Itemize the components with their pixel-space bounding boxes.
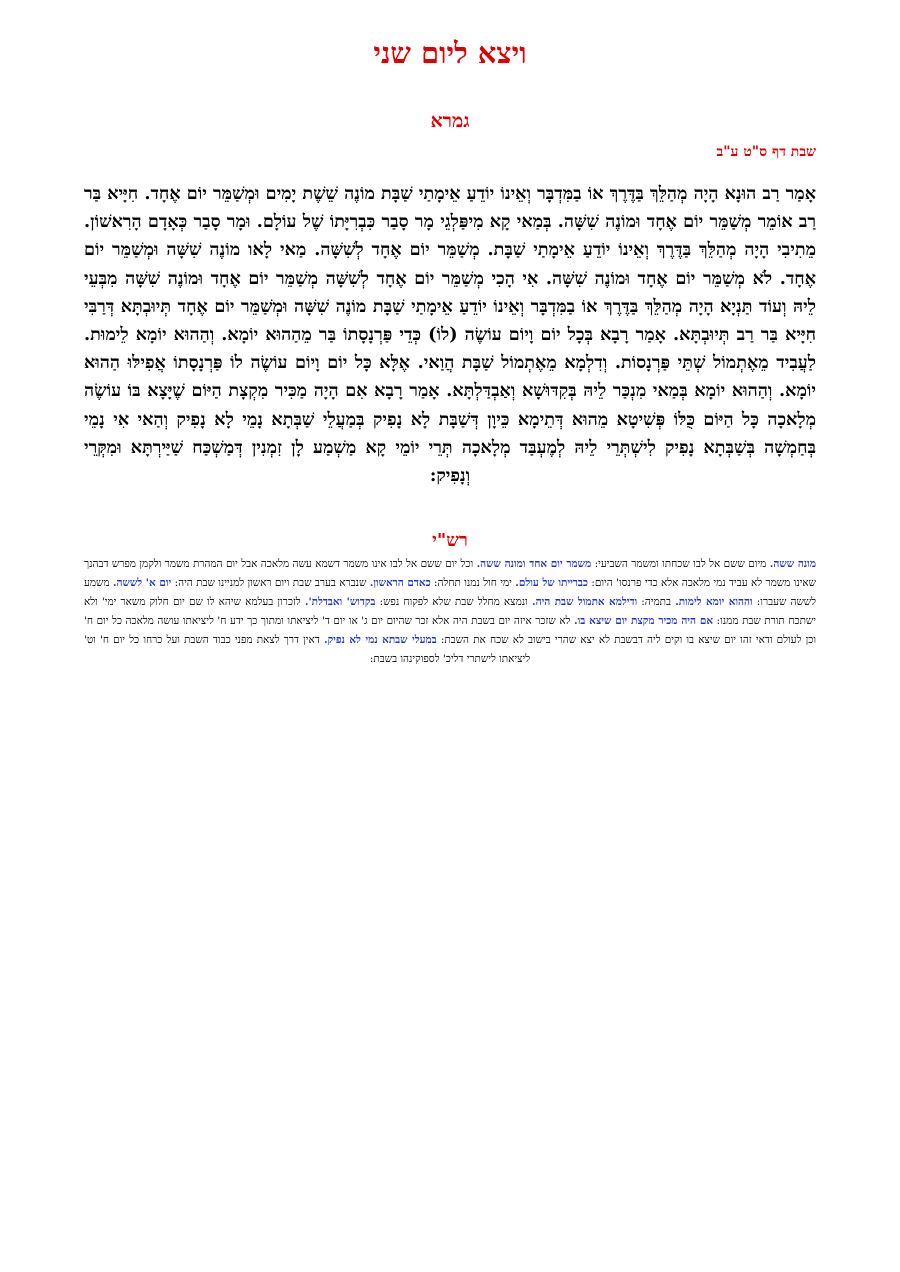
rashi-headword: יום א' לששה. bbox=[112, 577, 172, 589]
gemara-text: אָמַר רַב הוּנָא הָיָה מְהַלֵּךְ בַּדֶּרֶךְ אוֹ בַמִּדְבָּר וְאֵינוֹ יוֹדֵעַ אֵימָתַי שַׁבָּת מוֹנֶה שֵׁשֶׁת יָמִים וּמְשַׁמֵּר יוֹם אֶחָד. חִיָּיא בַּר רַב אוֹמֵר מְשַׁמֵּר יוֹם אֶחָד וּמוֹנֶה שִׁשָּׁה. בְּמַאי קָא מִיפַּלְגֵי מָר סָבַר כִּבְרִיָּתוֹ שֶׁל עוֹלָם. וּמָר סָבַר כְּאָדָם הָרִאשׁוֹן. מֵתִיבִי הָיָה מְהַלֵּךְ בַּדֶּרֶךְ וְאֵינוֹ יוֹדֵעַ אֵימָתַי שַׁבָּת. מְשַׁמֵּר יוֹם אֶחָד לְשִׁשָּׁה. מַאי לָאו מוֹנֶה שִׁשָּׁה וּמְשַׁמֵּר יוֹם אֶחָד. לֹא מְשַׁמֵּר יוֹם אֶחָד וּמוֹנֶה שִׁשָּׁה. אִי הָכִי מְשַׁמֵּר יוֹם אֶחָד לְשִׁשָּׁה מְשַׁמֵּר יוֹם אֶחָד וּמוֹנֶה שִׁשָּׁה מִבְּעֵי לֵיהּ וְעוֹד תַּנְיָא הָיָה מְהַלֵּךְ בַּדֶּרֶךְ אוֹ בַמִּדְבָּר וְאֵינוֹ יוֹדֵעַ אֵימָתַי שַׁבָּת מוֹנֶה שִׁשָּׁה וּמְשַׁמֵּר יוֹם אֶחָד תְּיוּבְתָּא דְּרַבִּי חִיָּיא בַּר רַב תְּיוּבְתָּא. אָמַר רָבָא בְּכָל יוֹם וָיוֹם עוֹשֶׂה (לוֹ) כְּדֵי פַּרְנָסָתוֹ בַּר מֵהַהוּא יוֹמָא. וְהַהוּא יוֹמָא לֵימוּת. לַעֲבִיד מֵאֶתְמוֹל שְׁתֵּי פַּרְנָסוֹת. וְדִלְמָא מֵאֶתְמוֹל שַׁבָּת הֲוַאי. אֶלָּא כָּל יוֹם וָיוֹם עוֹשֶׂה לוֹ פַּרְנָסָתוֹ אֲפִילּוּ הַהוּא יוֹמָא. וְהַהוּא יוֹמָא בְּמַאי מִנְכַּר לֵיהּ בְּקִדּוּשָׁא וְאַבְדַּלְתָּא. אָמַר רָבָא אִם הָיָה מַכִּיר מִקְצָת הַיּוֹם שֶׁיָּצָא בּוֹ עוֹשֶׂה מְלָאכָה כָּל הַיּוֹם כֻּלּוֹ פְּשִׁיטָא מֵהוּא דְּתֵימָא כֵּיוָן דְּשַׁבָּת לָא נָפִיק בְּמַעֲלֵי שַׁבְּתָא נָמֵי לָא נָפִיק וְהַאי אִי נָמֵי בְּחַמְשָׁה בְּשַׁבְּתָא נָפִיק לִישְׁתְּרֵי לֵיהּ לְמֶעְבַּד מְלָאכָה תְּרֵי יוֹמֵי קָא מַשְׁמַע לָן זִמְנִין דְּמַשְׁכַּח שַׁיַּירְתָּא וּמִקְּרֵי וְנָפִיק: bbox=[84, 183, 816, 487]
rashi-headword: ודילמא אתמול שבת היה. bbox=[531, 596, 638, 608]
rashi-headword: וההוא יומא לימות. bbox=[675, 596, 753, 608]
rashi-segment: דאין דרך לצאת מפני כבוד השבת ועל כרחו כל יום ח' וט' ליציאתו לישתרי דליכ' לספוקינהו בשבת: bbox=[84, 634, 531, 665]
rashi-headword: כברייתו של עולם. bbox=[515, 577, 588, 589]
rashi-headword: כאדם הראשון. bbox=[369, 577, 431, 589]
rashi-segment: בתמיה: bbox=[637, 596, 676, 608]
gemara-heading: גמרא bbox=[430, 110, 470, 132]
rashi-segment: מיום ששם אל לבו שכחתו ומשמר השביעי: bbox=[591, 558, 770, 570]
rashi-headword: במעלי שבתא נמי לא נפיק. bbox=[323, 634, 437, 646]
rashi-headword: אם היה מכיר מקצת יום שיצא בו. bbox=[573, 615, 714, 627]
rashi-headword: משמר יום אחד ומונה ששה. bbox=[476, 558, 592, 570]
rashi-segment: ימי חול נמנו תחלה: bbox=[430, 577, 516, 589]
rashi-headword: מונה ששה. bbox=[769, 558, 817, 570]
rashi-headword: בקדוש' ואבדלת'. bbox=[304, 596, 376, 608]
rashi-segment: לזכרון בעלמא שיהא לו שם יום חלוק משאר ימי' ולא ישתכח תורת שבת ממנו: bbox=[84, 596, 816, 627]
rashi-segment: וכל יום ששם אל לבו אינו משמר דשמא עשה מלאכה אבל יום המהרת משמר ולקמן מפרש דבהנך שאינו משמר לא עביד נמי מלאכה אלא כדי פרנסו' היום: bbox=[84, 558, 817, 589]
rashi-segment: ונמצא מחלל שבת שלא לפקוח נפש: bbox=[375, 596, 532, 608]
rashi-segment: לא שזכר איזה יום בשבת היה אלא זכר שהיום יום ג' או יום ד' ליציאתו ומתוך כך ידע ח' ליציאתו עושה מלאכה כל יום ח' וכן לעולם ודאי זהו יום שיצא בו וקים ליה דבשבת לא יצא שהרי בישוב לא שכח את השבת: bbox=[84, 615, 816, 646]
page-title: ויצא ליום שני bbox=[373, 36, 527, 70]
rashi-commentary bbox=[84, 555, 816, 669]
rashi-segment: שנברא בערב שבת ויום ראשון למניינו שבת היה: bbox=[171, 577, 370, 589]
rashi-heading: רש"י bbox=[432, 530, 468, 551]
source-reference: שבת דף ס"ט ע"ב bbox=[716, 144, 816, 160]
rashi-segment: משמע לששה שעברו: bbox=[84, 577, 817, 608]
